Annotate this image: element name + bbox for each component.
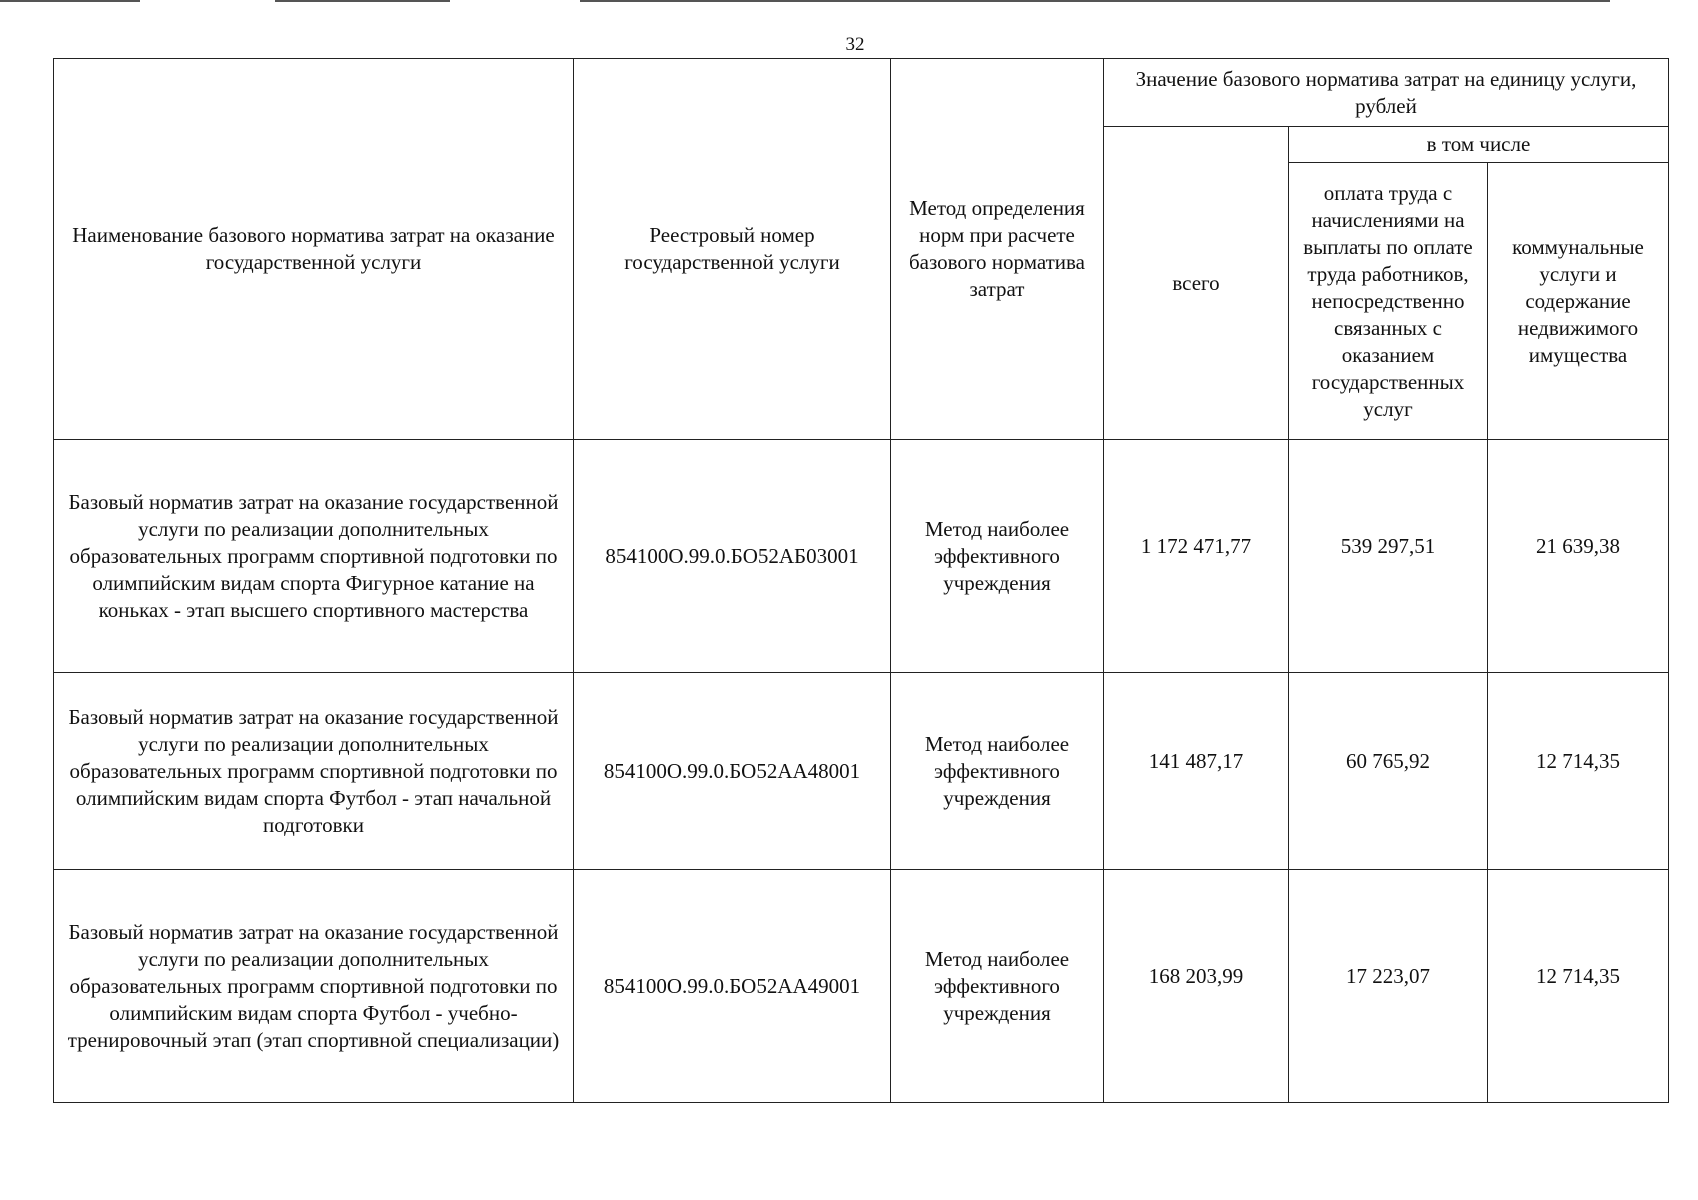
norms-table xyxy=(53,58,1669,1103)
row-utilities: 12 714,35 xyxy=(1488,870,1669,1103)
row-method: Метод наиболее эффективного учреждения xyxy=(891,870,1104,1103)
header-method: Метод определения норм при расчете базового норматива затрат xyxy=(891,59,1104,440)
table-row xyxy=(54,870,1669,1103)
top-rule-1 xyxy=(0,0,140,2)
header-name: Наименование базового норматива затрат на оказание государственной услуги xyxy=(54,59,574,440)
header-labor: оплата труда с начислениями на выплаты по оплате труда работников, непосредственно связанных с оказанием государственных услуг xyxy=(1289,163,1488,440)
header-utilities: коммунальные услуги и содержание недвижимого имущества xyxy=(1488,163,1669,440)
row-method: Метод наиболее эффективного учреждения xyxy=(891,673,1104,870)
header-registry: Реестровый номер государственной услуги xyxy=(574,59,891,440)
header-total: всего xyxy=(1104,127,1289,440)
row-registry: 854100О.99.0.БО52АА49001 xyxy=(574,870,891,1103)
row-registry: 854100О.99.0.БО52АА48001 xyxy=(574,673,891,870)
row-total: 168 203,99 xyxy=(1104,870,1289,1103)
row-total: 1 172 471,77 xyxy=(1104,440,1289,673)
row-labor: 17 223,07 xyxy=(1289,870,1488,1103)
row-name: Базовый норматив затрат на оказание государственной услуги по реализации дополнительных образовательных программ спортивной подготовки по олимпийским видам спорта Фигурное катание на коньках - этап высшего спортивного мастерства xyxy=(54,440,574,673)
top-rule-2 xyxy=(275,0,450,2)
row-registry: 854100О.99.0.БО52АБ03001 xyxy=(574,440,891,673)
row-labor: 60 765,92 xyxy=(1289,673,1488,870)
top-rule-3 xyxy=(580,0,1610,2)
header-including: в том числе xyxy=(1289,127,1669,163)
header-row-main xyxy=(54,59,1669,127)
header-value-group: Значение базового норматива затрат на единицу услуги, рублей xyxy=(1104,59,1669,127)
row-utilities: 12 714,35 xyxy=(1488,673,1669,870)
row-method: Метод наиболее эффективного учреждения xyxy=(891,440,1104,673)
table-row xyxy=(54,440,1669,673)
row-total: 141 487,17 xyxy=(1104,673,1289,870)
row-labor: 539 297,51 xyxy=(1289,440,1488,673)
row-utilities: 21 639,38 xyxy=(1488,440,1669,673)
page-number: 32 xyxy=(845,34,865,55)
table-row xyxy=(54,673,1669,870)
row-name: Базовый норматив затрат на оказание государственной услуги по реализации дополнительных образовательных программ спортивной подготовки по олимпийским видам спорта Футбол - этап начальной подготовки xyxy=(54,673,574,870)
row-name: Базовый норматив затрат на оказание государственной услуги по реализации дополнительных образовательных программ спортивной подготовки по олимпийским видам спорта Футбол - учебно-тренировочный этап (этап спортивной специализации) xyxy=(54,870,574,1103)
